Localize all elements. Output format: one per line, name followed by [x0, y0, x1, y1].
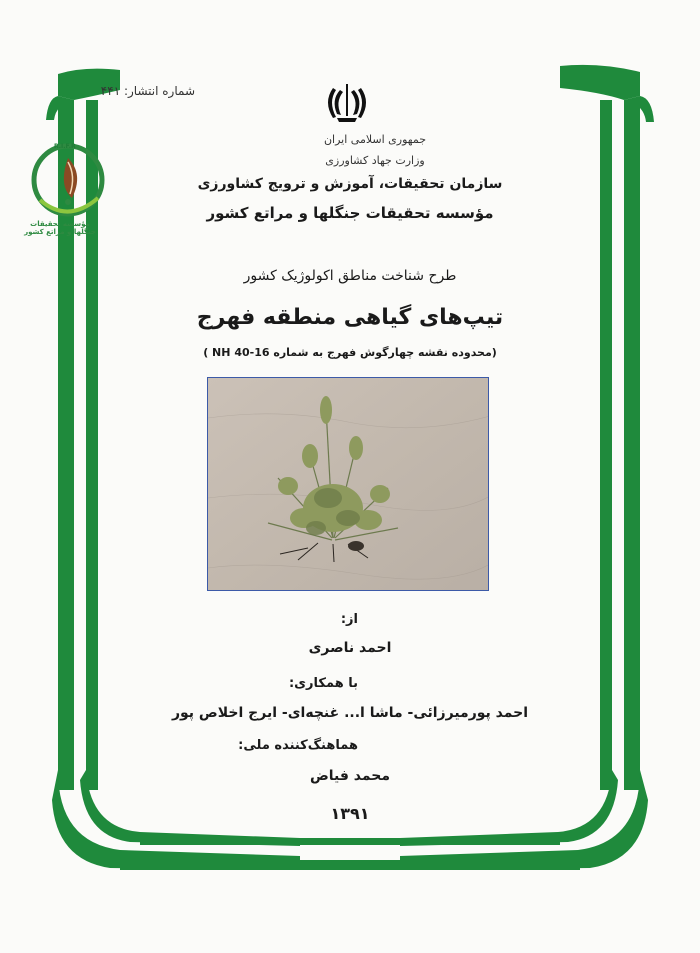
collaborators-names: احمد پورمیرزائی- ماشا ا... غنچه‌ای- ایرج اخلاص پور	[171, 705, 529, 721]
main-title: تیپ‌های گیاهی منطقه فهرج	[196, 305, 504, 330]
project-title: طرح شناخت مناطق اکولوژیک کشور	[243, 268, 457, 284]
republic-heading: جمهوری اسلامی ایران	[323, 133, 427, 146]
institute-heading: مؤسسه تحقیقات جنگلها و مراتع کشور	[206, 204, 494, 222]
author-name: احمد ناصری	[308, 640, 392, 656]
shrub-photo	[207, 377, 489, 591]
frame-bottom-inner-bar	[140, 838, 560, 845]
from-label: از:	[340, 612, 358, 627]
logo-caption: مؤسسه تحقیقات جنگلها و مراتع کشور	[24, 220, 96, 236]
frame-right-top-cap	[560, 65, 640, 100]
coordinator-label: هماهنگ‌کننده ملی:	[238, 738, 358, 753]
ministry-heading: وزارت جهاد کشاورزی	[325, 154, 425, 167]
publication-number: شماره انتشار: ۴۴۱	[100, 84, 195, 98]
collaboration-label: با همکاری:	[288, 676, 358, 691]
organization-heading: سازمان تحقیقات، آموزش و ترویج کشاورزی	[197, 176, 503, 192]
logo-abbreviation: R.I.F.R	[54, 143, 76, 150]
iran-emblem-icon	[325, 82, 369, 124]
frame-bottom-bar	[120, 860, 580, 870]
publication-year: ۱۳۹۱	[330, 804, 370, 823]
coordinator-name: محمد فیاض	[309, 768, 391, 784]
map-subtitle: (محدوده نقشه چهارگوش فهرج به شماره 16-40 NH )	[203, 346, 497, 359]
